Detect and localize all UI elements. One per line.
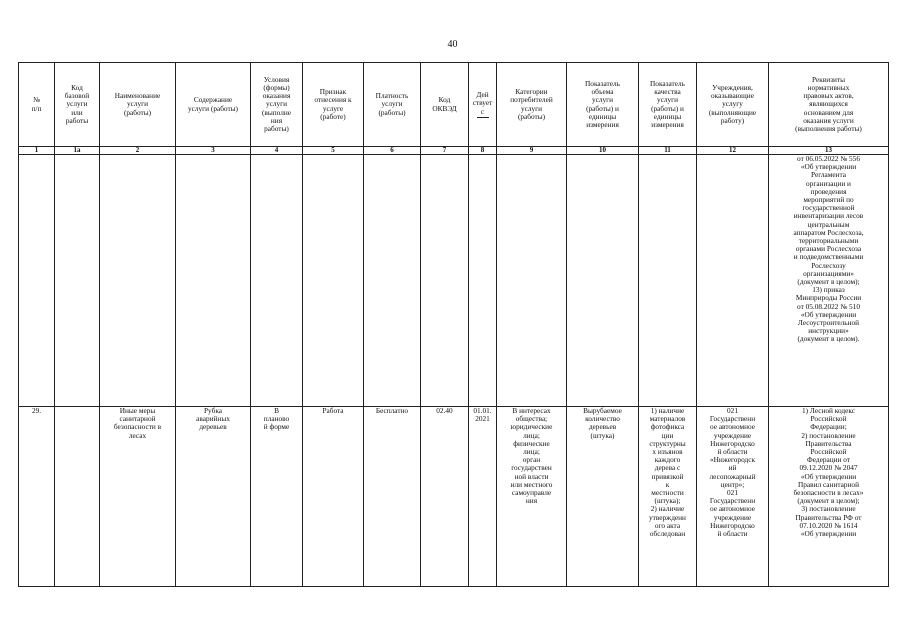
- column-number: 11: [639, 147, 697, 155]
- header-consumers: Категории потребителей услуги (работы): [497, 63, 567, 147]
- empty-cell: [469, 155, 497, 407]
- header-service-content: Содержание услуги (работы): [176, 63, 251, 147]
- empty-cell: [421, 155, 469, 407]
- empty-cell: [497, 155, 567, 407]
- empty-cell: [639, 155, 697, 407]
- empty-cell: [19, 155, 55, 407]
- consumers-cell: В интересах общества; юридические лица; физические лица; орган государствен ной власти или местного самоуправле ния: [497, 407, 567, 587]
- services-registry-table: [18, 62, 889, 587]
- continued-legal-acts-cell: от 06.05.2022 № 556 «Об утверждении Регламента организации и проведения мероприятий по государственной инвентаризации лесов центральным аппаратом Рослесхоза, территориальными органами Рослесхоза и подведомственными Рослесхозу организациями» (документ в целом); 13) приказ Минприроды России от 05.08.2022 № 510 «Об утверждении Лесоустроительной инструкции» (документ в целом).: [769, 155, 889, 407]
- empty-cell: [55, 155, 100, 407]
- header-service-name: Наименование услуги (работы): [100, 63, 176, 147]
- table-row: [19, 407, 889, 587]
- header-since-label: Дей ствует с: [472, 90, 493, 116]
- header-since-rule: [477, 117, 489, 118]
- header-num: № п/п: [19, 63, 55, 147]
- column-number: 1а: [55, 147, 100, 155]
- page-number: 40: [447, 39, 458, 50]
- empty-cell: [176, 155, 251, 407]
- empty-cell: [251, 155, 303, 407]
- since-date-cell: 01.01. 2021: [469, 407, 497, 587]
- header-acts: Реквизиты нормативных правовых актов, являющихся основанием для оказания услуги (выполнения работы): [769, 63, 889, 147]
- sign-cell: Работа: [303, 407, 364, 587]
- header-row: [19, 63, 889, 147]
- okved-cell: 02.40: [421, 407, 469, 587]
- conditions-cell: В планово й форме: [251, 407, 303, 587]
- service-content-cell: Рубка аварийных деревьев: [176, 407, 251, 587]
- column-number: 6: [364, 147, 421, 155]
- header-quality: Показатель качества услуги (работы) и единицы измерения: [639, 63, 697, 147]
- column-number: 8: [469, 147, 497, 155]
- empty-cell: [364, 155, 421, 407]
- header-since: [469, 63, 497, 147]
- header-base-code: Код базовой услуги или работы: [55, 63, 100, 147]
- column-number-row: [19, 147, 889, 155]
- column-number: 13: [769, 147, 889, 155]
- continuation-row: [19, 155, 889, 407]
- column-number: 10: [567, 147, 639, 155]
- record-number-cell: 29.: [19, 407, 55, 587]
- institutions-cell: 021 Государственн ое автономное учреждение Нижегородско й области «Нижегородск ий лесопожарный центр»; 021 Государственн ое автономное учреждение Нижегородско й области: [697, 407, 769, 587]
- column-number: 9: [497, 147, 567, 155]
- column-number: 2: [100, 147, 176, 155]
- header-volume: Показатель объема услуги (работы) и единицы измерения: [567, 63, 639, 147]
- payment-cell: Бесплатно: [364, 407, 421, 587]
- empty-cell: [100, 155, 176, 407]
- base-code-cell: [55, 407, 100, 587]
- column-number: 4: [251, 147, 303, 155]
- header-institutions: Учреждения, оказывающие услугу (выполняющие работу): [697, 63, 769, 147]
- service-name-cell: Иные меры санитарной безопасности в лесах: [100, 407, 176, 587]
- empty-cell: [697, 155, 769, 407]
- column-number: 3: [176, 147, 251, 155]
- empty-cell: [303, 155, 364, 407]
- column-number: 5: [303, 147, 364, 155]
- header-okved: Код ОКВЭД: [421, 63, 469, 147]
- column-number: 7: [421, 147, 469, 155]
- header-sign: Признак отнесения к услуге (работе): [303, 63, 364, 147]
- quality-indicator-cell: 1) наличие материалов фотофикса ции структурны х изъянов каждого дерева с привязкой к местности (штука); 2) наличие утвержденн ого акта обследован: [639, 407, 697, 587]
- column-number: 12: [697, 147, 769, 155]
- volume-indicator-cell: Вырубаемое количество деревьев (штука): [567, 407, 639, 587]
- legal-acts-cell: 1) Лесной кодекс Российской Федерации; 2) постановление Правительства Российской Федерации от 09.12.2020 № 2047 «Об утверждении Правил санитарной безопасности в лесах» (документ в целом); 3) постановление Правительства РФ от 07.10.2020 № 1614 «Об утверждении: [769, 407, 889, 587]
- header-conditions: Условия (формы) оказания услуги (выполне ния работы): [251, 63, 303, 147]
- column-number: 1: [19, 147, 55, 155]
- header-payment: Платность услуги (работы): [364, 63, 421, 147]
- empty-cell: [567, 155, 639, 407]
